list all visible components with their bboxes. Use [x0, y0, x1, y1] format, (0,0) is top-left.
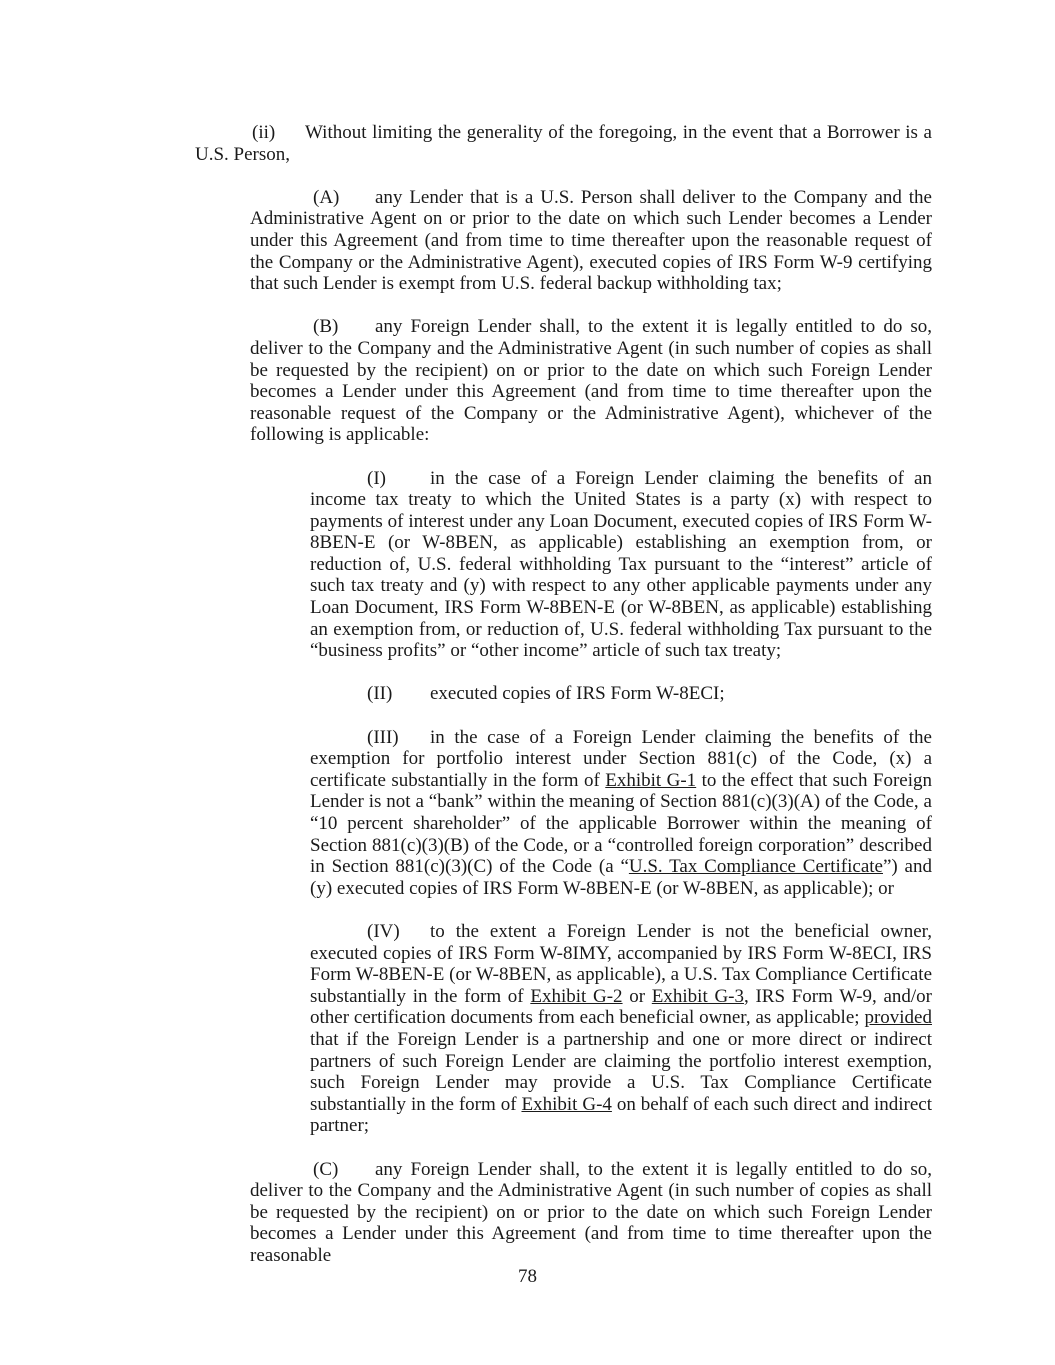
- paragraph-label: (A): [313, 186, 340, 208]
- paragraph-A: [250, 187, 932, 295]
- paragraph-label: (II): [367, 683, 393, 705]
- underlined-term: Exhibit G-4: [521, 1093, 612, 1115]
- underlined-term: Exhibit G-3: [651, 985, 744, 1007]
- paragraph-text: in the case of a Foreign Lender claiming the benefits of the exemption for portfolio interest under Section 881(c) of the Code, (x) a certificate substantially in the form of Exhibit G-1 to the effect that such Foreign Lender is not a “bank” within the meaning of Section 881(c)(3)(A) of the Code, a “10 percent shareholder” of the applicable Borrower within the meaning of Section 881(c)(3)(B) of the Code, or a “controlled foreign corporation” described in Section 881(c)(3)(C) of the Code (a “U.S. Tax Compliance Certificate”) and (y) executed copies of IRS Form W-8BEN-E (or W-8BEN, as applicable); or: [310, 726, 933, 899]
- paragraph-text: executed copies of IRS Form W-8ECI;: [430, 683, 725, 705]
- paragraph-I: [310, 468, 932, 662]
- paragraph-II: [310, 683, 932, 705]
- paragraph-B: [250, 316, 932, 446]
- paragraph-IV: [310, 921, 932, 1137]
- paragraph-text: in the case of a Foreign Lender claiming the benefits of an income tax treaty to which the United States is a party (x) with respect to payments of interest under any Loan Document, executed copies of IRS Form W-8BEN-E (or W-8BEN, as applicable) establishing an exemption from, or reduction of, U.S. federal withholding Tax pursuant to the “interest” article of such tax treaty and (y) with respect to any other applicable payments under any Loan Document, IRS Form W-8BEN-E (or W-8BEN, as applicable) establishing an exemption from, or reduction of, U.S. federal withholding Tax pursuant to the “business profits” or “other income” article of such tax treaty;: [310, 467, 932, 662]
- paragraph-text: any Lender that is a U.S. Person shall deliver to the Company and the Administrative Agent on or prior to the date on which such Lender becomes a Lender under this Agreement (and from time to time thereafter upon the reasonable request of the Company or the Administrative Agent), executed copies of IRS Form W-9 certifying that such Lender is exempt from U.S. federal backup withholding tax;: [250, 186, 932, 295]
- paragraph-label: (IV): [367, 920, 400, 942]
- page-number: 78: [518, 1266, 537, 1287]
- paragraph-text: any Foreign Lender shall, to the extent it is legally entitled to do so, deliver to the Company and the Administrative Agent (in such number of copies as shall be requested by the recipient) on or prior to the date on which such Foreign Lender becomes a Lender under this Agreement (and from time to time thereafter upon the reasonable request of the Company or the Administrative Agent), whichever of the following is applicable:: [250, 316, 932, 446]
- paragraph-label: (C): [313, 1158, 339, 1180]
- underlined-term: U.S. Tax Compliance Certificate: [628, 856, 883, 878]
- paragraph-C: [250, 1159, 932, 1267]
- paragraph-text: Without limiting the generality of the foregoing, in the event that a Borrower is a U.S. Person,: [195, 122, 932, 165]
- paragraph-text: any Foreign Lender shall, to the extent it is legally entitled to do so, deliver to the Company and the Administrative Agent (in such number of copies as shall be requested by the recipient) on or prior to the date on which such Foreign Lender becomes a Lender under this Agreement (and from time to time thereafter upon the reasonable: [250, 1158, 932, 1266]
- underlined-term: Exhibit G-1: [605, 769, 697, 791]
- document-body: [195, 122, 932, 1288]
- paragraph-label: (III): [367, 726, 399, 748]
- paragraph-label: (ii): [252, 122, 276, 143]
- paragraph-text: to the extent a Foreign Lender is not the beneficial owner, executed copies of IRS Form W-8IMY, accompanied by IRS Form W-8ECI, IRS Form W-8BEN-E (or W-8BEN, as applicable), a U.S. Tax Compliance Certificate substantially in the form of Exhibit G-2 or Exhibit G-3, IRS Form W-9, and/or other certification documents from each beneficial owner, as applicable; provided that if the Foreign Lender is a partnership and one or more direct or indirect partners of such Foreign Lender are claiming the portfolio interest exemption, such Foreign Lender may provide a U.S. Tax Compliance Certificate substantially in the form of Exhibit G-4 on behalf of each such direct and indirect partner;: [310, 920, 933, 1137]
- paragraph-label: (I): [367, 467, 386, 489]
- underlined-term: provided: [864, 1007, 932, 1029]
- paragraph-III: [310, 727, 932, 900]
- paragraph-label: (B): [313, 316, 339, 338]
- paragraph-ii: [195, 122, 932, 165]
- underlined-term: Exhibit G-2: [530, 985, 623, 1007]
